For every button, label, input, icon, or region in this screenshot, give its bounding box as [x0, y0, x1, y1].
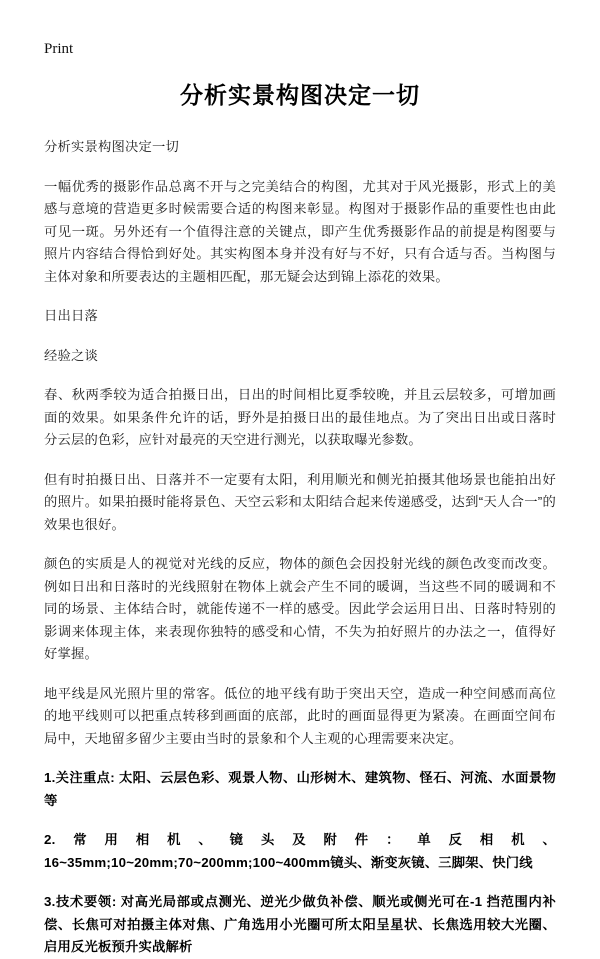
paragraph-no-sun: 但有时拍摄日出、日落并不一定要有太阳，利用顺光和侧光拍摄其他场景也能拍出好的照片。如果拍摄时能将景色、天空云彩和太阳结合起来传递感受，达到“天人合一”的效果也很好。	[44, 471, 556, 532]
paragraph-intro: 一幅优秀的摄影作品总离不开与之完美结合的构图，尤其对于风光摄影，形式上的美感与意境的营造更多时候需要合适的构图来彰显。构图对于摄影作品的重要性也由此可见一斑。另外还有一个值得注意的关键点，即产生优秀摄影作品的前提是构图要与照片内容结合得恰到好处。其实构图本身并没有好与不好，只有合适与否。当构图与主体对象和所要表达的主题相匹配，那无疑会达到锦上添花的效果。	[44, 178, 556, 284]
paragraph-technique: 3.技术要领: 对高光局部或点测光、逆光少做负补偿、顺光或侧光可在-1 挡范围内补偿、长焦可对拍摄主体对焦、广角选用小光圈可所太阳呈星状、长焦选用较大光圈、启用反光板预升实战解析	[44, 894, 556, 954]
paragraph-horizon: 地平线是风光照片里的常客。低位的地平线有助于突出天空，造成一种空间感而高位的地平线则可以把重点转移到画面的底部，此时的画面显得更为紧凑。在画面空间布局中，天地留多留少主要由当时的景象和个人主观的心理需要来决定。	[44, 685, 556, 746]
paragraph-season: 春、秋两季较为适合拍摄日出，日出的时间相比夏季较晚，并且云层较多，可增加画面的效果。如果条件允许的话，野外是拍摄日出的最佳地点。为了突出日出或日落时分云层的色彩，应针对最亮的天空进行测光，以获取曝光参数。	[44, 387, 556, 447]
paragraph-subtitle: 分析实景构图决定一切	[44, 139, 179, 154]
paragraph-gear: 2.常用相机、镜头及附件：单反相机、16~35mm;10~20mm;70~200mm;100~400mm镜头、渐变灰镜、三脚架、快门线	[44, 832, 556, 870]
heading-experience: 经验之谈	[44, 347, 98, 363]
print-button[interactable]: Print	[44, 41, 74, 57]
page-title: 分析实景构图决定一切	[180, 82, 420, 108]
paragraph-color: 颜色的实质是人的视觉对光线的反应，物体的颜色会因投射光线的颜色改变而改变。例如日出和日落时的光线照射在物体上就会产生不同的暖调，当这些不同的暖调和不同的场景、主体结合时，就能传递不一样的感受。因此学会运用日出、日落时特别的影调来体现主体，来表现你独特的感受和心情，不失为拍好照片的办法之一，值得好好掌握。	[44, 556, 556, 661]
heading-sunrise-sunset: 日出日落	[44, 308, 98, 323]
paragraph-key-focus: 1.关注重点: 太阳、云层色彩、观景人物、山形树木、建筑物、怪石、河流、水面景物等	[44, 770, 556, 808]
document-body	[44, 136, 556, 959]
